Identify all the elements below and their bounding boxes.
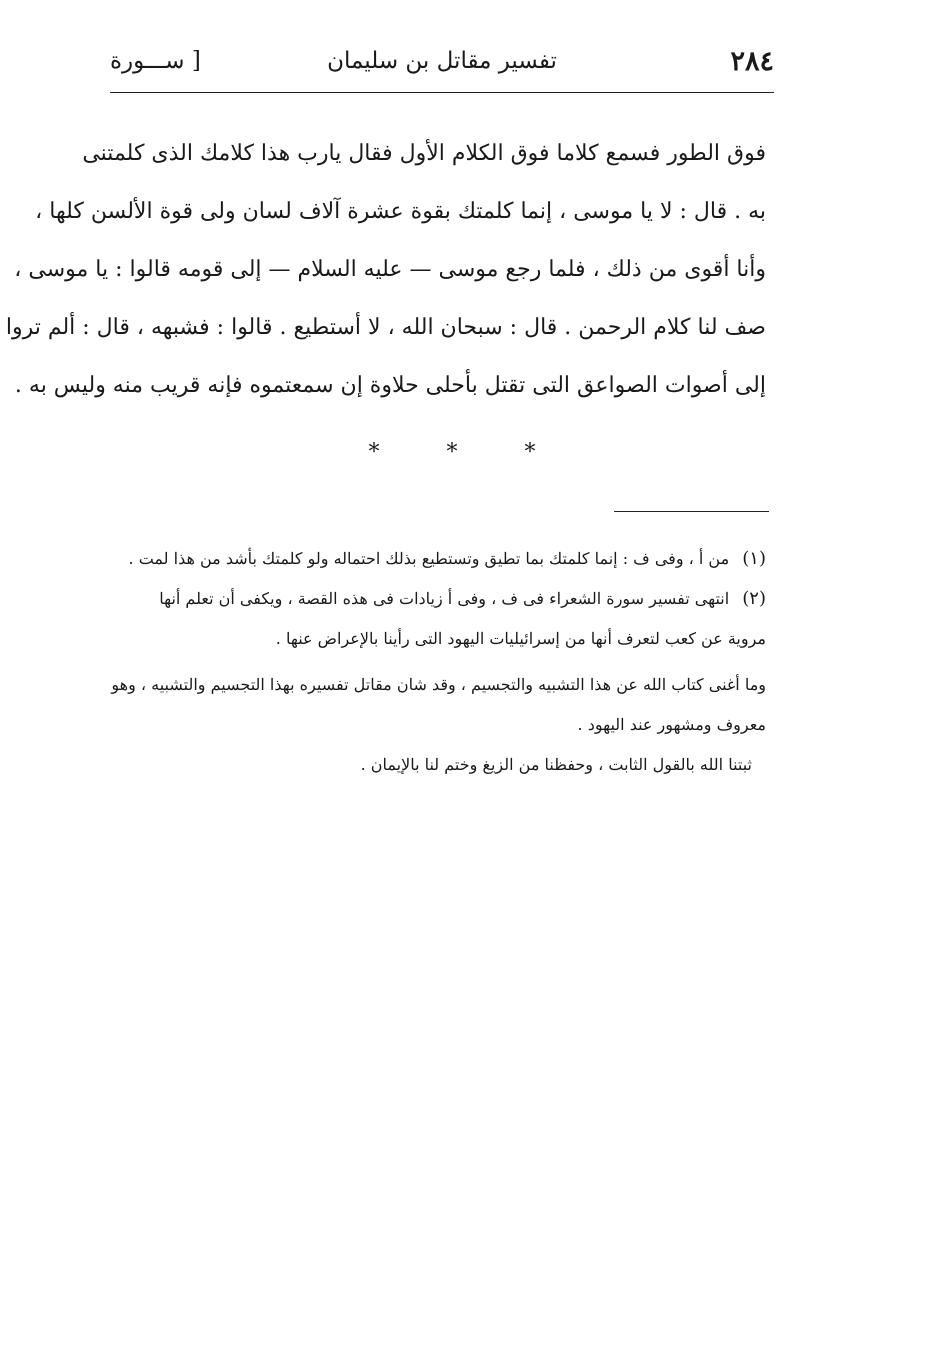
body-line — [35, 183, 766, 241]
body-line: صف لنا كلام الرحمن . قال : سبحان الله ، لا أستطيع . قالوا : فشبهه ، قال : ألم تروا — [5, 315, 766, 340]
footnote-text: من أ ، وفى ف : إنما كلمتك بما تطيق وتستطيع بذلك احتماله ولو كلمتك بأشد من هذا لمت . — [128, 549, 730, 568]
footnote-2 — [110, 580, 766, 620]
footnote-number: (٢) — [742, 588, 766, 609]
footnote-number: (١) — [742, 548, 766, 569]
section-separator: * * * — [368, 440, 566, 465]
running-header — [110, 40, 774, 93]
footnote-paragraph: وما أغنى كتاب الله عن هذا التشبيه والتجسيم ، وقد شان مقاتل تفسيره بهذا التجسيم والتشبيه ، وهو — [111, 675, 766, 694]
body-line: إلى أصوات الصواعق التى تقتل بأحلى حلاوة إن سمعتموه فإنه قريب منه وليس به . — [14, 373, 766, 398]
body-line: فوق الطور فسمع كلاما فوق الكلام الأول فقال يارب هذا كلامك الذى كلمتنى — [82, 141, 766, 166]
body-line: وأنا أقوى من ذلك ، فلما رجع موسى — عليه السلام — إلى قومه قالوا : يا موسى ، — [14, 257, 766, 282]
running-sura-label: [ ســـورة — [110, 48, 201, 74]
running-title: تفسير مقاتل بن سليمان — [327, 48, 557, 74]
footnote-rule — [614, 511, 769, 512]
footnote-2-continued: مروية عن كعب لتعرف أنها من إسرائيليات اليهود التى رأينا بالإعراض عنها . — [275, 629, 766, 648]
footnote-1 — [110, 540, 766, 580]
footnote-text: انتهى تفسير سورة الشعراء فى ف ، وفى أ زيادات فى هذه القصة ، ويكفى أن تعلم أنها — [159, 589, 730, 608]
footnotes — [110, 540, 766, 786]
footnote-paragraph-continued: معروف ومشهور عند اليهود . — [577, 715, 766, 734]
body-line-text: به . قال : لا يا موسى ، إنما كلمتك بقوة عشرة آلاف لسان ولى قوة الألسن كلها ، — [35, 199, 766, 224]
page-number: ٢٨٤ — [730, 46, 774, 77]
main-text — [5, 125, 766, 415]
footnote-closing: ثبتنا الله بالقول الثابت ، وحفظنا من الزيغ وختم لنا بالإيمان . — [360, 755, 752, 774]
